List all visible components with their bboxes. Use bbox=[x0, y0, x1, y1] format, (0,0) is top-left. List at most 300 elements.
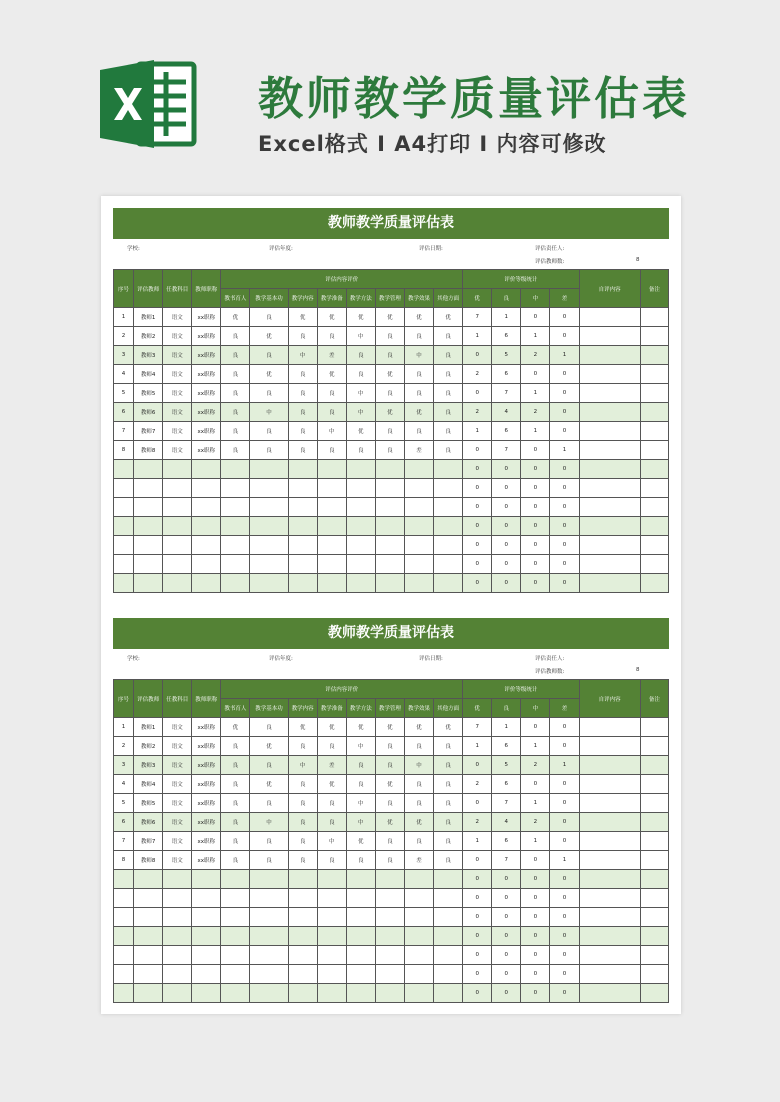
cell-rating: 良 bbox=[221, 737, 250, 756]
cell-rating: 优 bbox=[404, 403, 433, 422]
cell-empty bbox=[434, 927, 463, 946]
cell-rating: 优 bbox=[404, 718, 433, 737]
cell-stat: 0 bbox=[463, 555, 492, 574]
cell-rating: 中 bbox=[346, 327, 375, 346]
cell-teacher: 教师2 bbox=[134, 737, 163, 756]
col-content-4: 教学准备 bbox=[317, 699, 346, 718]
cell-self-eval bbox=[579, 441, 640, 460]
cell-rating: 良 bbox=[221, 441, 250, 460]
cell-empty bbox=[250, 965, 288, 984]
cell-stat: 0 bbox=[463, 574, 492, 593]
cell-empty bbox=[221, 498, 250, 517]
col-self-eval: 自评内容 bbox=[579, 270, 640, 308]
cell-empty bbox=[221, 965, 250, 984]
cell-empty bbox=[114, 965, 134, 984]
evaluation-sheet bbox=[113, 618, 669, 1003]
cell-stat: 0 bbox=[521, 365, 550, 384]
cell-empty bbox=[221, 870, 250, 889]
cell-self-eval bbox=[579, 422, 640, 441]
cell-rating: 良 bbox=[375, 832, 404, 851]
cell-rating: 差 bbox=[404, 851, 433, 870]
cell-stat: 7 bbox=[492, 794, 521, 813]
cell-empty bbox=[192, 965, 221, 984]
cell-teacher: 教师3 bbox=[134, 756, 163, 775]
cell-empty bbox=[404, 479, 433, 498]
cell-rating: 中 bbox=[288, 756, 317, 775]
cell-stat: 0 bbox=[492, 889, 521, 908]
cell-rating: 良 bbox=[434, 737, 463, 756]
table-row bbox=[114, 308, 669, 327]
cell-empty bbox=[317, 460, 346, 479]
cell-remark bbox=[640, 737, 668, 756]
cell-remark bbox=[640, 460, 668, 479]
col-remark: 备注 bbox=[640, 270, 668, 308]
cell-empty bbox=[134, 965, 163, 984]
cell-empty bbox=[114, 460, 134, 479]
cell-stat: 0 bbox=[521, 870, 550, 889]
cell-teacher: 教师5 bbox=[134, 794, 163, 813]
cell-rating: 优 bbox=[250, 327, 288, 346]
cell-stat: 0 bbox=[463, 498, 492, 517]
col-content-1: 教书育人 bbox=[221, 289, 250, 308]
cell-teacher: 教师6 bbox=[134, 403, 163, 422]
cell-empty bbox=[346, 870, 375, 889]
cell-stat: 0 bbox=[550, 479, 579, 498]
cell-remark bbox=[640, 517, 668, 536]
cell-title: xx职称 bbox=[192, 441, 221, 460]
cell-empty bbox=[163, 984, 192, 1003]
cell-rating: 优 bbox=[288, 718, 317, 737]
cell-remark bbox=[640, 365, 668, 384]
cell-remark bbox=[640, 927, 668, 946]
cell-empty bbox=[114, 536, 134, 555]
cell-rating: 良 bbox=[434, 794, 463, 813]
cell-rating: 良 bbox=[375, 756, 404, 775]
cell-empty bbox=[250, 536, 288, 555]
year-label: 评估年度: bbox=[269, 656, 293, 662]
col-title: 教师职称 bbox=[192, 270, 221, 308]
cell-stat: 0 bbox=[463, 889, 492, 908]
evaluation-sheet bbox=[113, 208, 669, 593]
cell-empty bbox=[163, 517, 192, 536]
cell-empty bbox=[288, 927, 317, 946]
cell-empty bbox=[221, 927, 250, 946]
cell-empty bbox=[114, 889, 134, 908]
header-row bbox=[114, 270, 669, 289]
cell-index: 7 bbox=[114, 832, 134, 851]
cell-empty bbox=[192, 574, 221, 593]
col-stat-3: 中 bbox=[521, 289, 550, 308]
cell-stat: 0 bbox=[492, 536, 521, 555]
cell-stat: 7 bbox=[492, 441, 521, 460]
cell-stat: 1 bbox=[492, 308, 521, 327]
cell-rating: 良 bbox=[221, 813, 250, 832]
table-row bbox=[114, 365, 669, 384]
col-stat-1: 优 bbox=[463, 289, 492, 308]
cell-stat: 1 bbox=[521, 737, 550, 756]
cell-rating: 中 bbox=[250, 813, 288, 832]
cell-stat: 0 bbox=[550, 536, 579, 555]
cell-stat: 0 bbox=[521, 908, 550, 927]
cell-stat: 0 bbox=[521, 441, 550, 460]
cell-empty bbox=[163, 908, 192, 927]
cell-rating: 优 bbox=[404, 813, 433, 832]
cell-index: 5 bbox=[114, 384, 134, 403]
cell-empty bbox=[346, 965, 375, 984]
cell-empty bbox=[134, 498, 163, 517]
cell-empty bbox=[134, 460, 163, 479]
cell-rating: 良 bbox=[288, 403, 317, 422]
cell-self-eval bbox=[579, 308, 640, 327]
cell-empty bbox=[317, 927, 346, 946]
cell-stat: 0 bbox=[521, 479, 550, 498]
table-row bbox=[114, 498, 669, 517]
cell-rating: 中 bbox=[317, 422, 346, 441]
cell-rating: 良 bbox=[317, 327, 346, 346]
cell-empty bbox=[434, 984, 463, 1003]
cell-stat: 5 bbox=[492, 756, 521, 775]
cell-rating: 良 bbox=[434, 422, 463, 441]
cell-stat: 0 bbox=[521, 775, 550, 794]
cell-empty bbox=[288, 946, 317, 965]
cell-empty bbox=[317, 498, 346, 517]
cell-title: xx职称 bbox=[192, 365, 221, 384]
cell-stat: 0 bbox=[463, 927, 492, 946]
cell-index: 4 bbox=[114, 365, 134, 384]
cell-index: 3 bbox=[114, 346, 134, 365]
cell-self-eval bbox=[579, 498, 640, 517]
cell-rating: 良 bbox=[250, 718, 288, 737]
cell-stat: 7 bbox=[492, 384, 521, 403]
cell-empty bbox=[163, 555, 192, 574]
cell-stat: 7 bbox=[463, 718, 492, 737]
cell-rating: 良 bbox=[434, 832, 463, 851]
cell-rating: 良 bbox=[250, 346, 288, 365]
cell-self-eval bbox=[579, 574, 640, 593]
cell-empty bbox=[375, 908, 404, 927]
cell-remark bbox=[640, 984, 668, 1003]
cell-empty bbox=[221, 460, 250, 479]
cell-self-eval bbox=[579, 927, 640, 946]
cell-rating: 良 bbox=[221, 327, 250, 346]
cell-self-eval bbox=[579, 870, 640, 889]
cell-stat: 0 bbox=[550, 813, 579, 832]
cell-teacher: 教师8 bbox=[134, 441, 163, 460]
cell-teacher: 教师5 bbox=[134, 384, 163, 403]
table-row bbox=[114, 737, 669, 756]
col-group-content: 评估内容评价 bbox=[221, 270, 463, 289]
cell-stat: 0 bbox=[521, 889, 550, 908]
cell-empty bbox=[317, 946, 346, 965]
cell-rating: 优 bbox=[288, 308, 317, 327]
cell-stat: 0 bbox=[463, 756, 492, 775]
cell-stat: 4 bbox=[492, 813, 521, 832]
col-index: 序号 bbox=[114, 680, 134, 718]
cell-stat: 1 bbox=[492, 718, 521, 737]
cell-empty bbox=[317, 965, 346, 984]
cell-empty bbox=[114, 984, 134, 1003]
cell-empty bbox=[163, 946, 192, 965]
evaluation-table bbox=[113, 269, 669, 593]
cell-rating: 良 bbox=[404, 737, 433, 756]
cell-empty bbox=[375, 555, 404, 574]
cell-index: 8 bbox=[114, 851, 134, 870]
cell-remark bbox=[640, 851, 668, 870]
cell-title: xx职称 bbox=[192, 403, 221, 422]
cell-empty bbox=[221, 946, 250, 965]
cell-stat: 7 bbox=[463, 308, 492, 327]
cell-empty bbox=[434, 574, 463, 593]
cell-empty bbox=[192, 498, 221, 517]
cell-empty bbox=[346, 498, 375, 517]
cell-stat: 0 bbox=[550, 889, 579, 908]
cell-rating: 差 bbox=[317, 346, 346, 365]
cell-empty bbox=[288, 498, 317, 517]
cell-stat: 0 bbox=[550, 832, 579, 851]
cell-index: 1 bbox=[114, 308, 134, 327]
date-label: 评估日期: bbox=[419, 656, 443, 662]
cell-index: 6 bbox=[114, 813, 134, 832]
cell-self-eval bbox=[579, 327, 640, 346]
cell-rating: 良 bbox=[317, 813, 346, 832]
table-row bbox=[114, 422, 669, 441]
cell-empty bbox=[114, 498, 134, 517]
cell-subject: 语文 bbox=[163, 422, 192, 441]
cell-empty bbox=[317, 517, 346, 536]
cell-rating: 良 bbox=[346, 365, 375, 384]
cell-remark bbox=[640, 308, 668, 327]
cell-self-eval bbox=[579, 908, 640, 927]
cell-rating: 优 bbox=[317, 775, 346, 794]
cell-remark bbox=[640, 889, 668, 908]
cell-empty bbox=[134, 927, 163, 946]
cell-empty bbox=[288, 984, 317, 1003]
cell-stat: 2 bbox=[521, 346, 550, 365]
cell-subject: 语文 bbox=[163, 832, 192, 851]
cell-empty bbox=[404, 555, 433, 574]
table-row bbox=[114, 517, 669, 536]
cell-rating: 良 bbox=[221, 794, 250, 813]
cell-self-eval bbox=[579, 536, 640, 555]
cell-stat: 6 bbox=[492, 327, 521, 346]
cell-remark bbox=[640, 574, 668, 593]
cell-remark bbox=[640, 756, 668, 775]
col-stat-3: 中 bbox=[521, 699, 550, 718]
cell-rating: 中 bbox=[346, 794, 375, 813]
page-subtitle: Excel格式 I A4打印 I 内容可修改 bbox=[258, 132, 607, 156]
cell-empty bbox=[346, 479, 375, 498]
cell-empty bbox=[346, 460, 375, 479]
cell-empty bbox=[404, 984, 433, 1003]
cell-stat: 1 bbox=[550, 346, 579, 365]
cell-self-eval bbox=[579, 775, 640, 794]
col-content-6: 教学管理 bbox=[375, 699, 404, 718]
cell-stat: 1 bbox=[521, 384, 550, 403]
cell-self-eval bbox=[579, 794, 640, 813]
cell-subject: 语文 bbox=[163, 775, 192, 794]
cell-self-eval bbox=[579, 365, 640, 384]
cell-empty bbox=[375, 479, 404, 498]
cell-rating: 良 bbox=[221, 384, 250, 403]
cell-empty bbox=[114, 946, 134, 965]
cell-empty bbox=[434, 536, 463, 555]
cell-rating: 良 bbox=[250, 832, 288, 851]
cell-stat: 0 bbox=[550, 574, 579, 593]
cell-empty bbox=[221, 574, 250, 593]
cell-stat: 0 bbox=[521, 718, 550, 737]
cell-empty bbox=[404, 908, 433, 927]
cell-rating: 良 bbox=[346, 346, 375, 365]
cell-rating: 良 bbox=[221, 775, 250, 794]
col-remark: 备注 bbox=[640, 680, 668, 718]
table-row bbox=[114, 965, 669, 984]
col-content-7: 教学效果 bbox=[404, 289, 433, 308]
cell-remark bbox=[640, 327, 668, 346]
cell-subject: 语文 bbox=[163, 441, 192, 460]
cell-rating: 良 bbox=[346, 775, 375, 794]
cell-stat: 0 bbox=[492, 965, 521, 984]
cell-rating: 良 bbox=[375, 422, 404, 441]
cell-empty bbox=[317, 479, 346, 498]
table-row bbox=[114, 718, 669, 737]
cell-rating: 优 bbox=[434, 718, 463, 737]
cell-title: xx职称 bbox=[192, 737, 221, 756]
cell-stat: 0 bbox=[463, 460, 492, 479]
cell-stat: 0 bbox=[550, 365, 579, 384]
cell-stat: 0 bbox=[463, 851, 492, 870]
table-row bbox=[114, 813, 669, 832]
cell-empty bbox=[192, 870, 221, 889]
cell-empty bbox=[250, 889, 288, 908]
cell-rating: 优 bbox=[375, 813, 404, 832]
cell-stat: 0 bbox=[492, 984, 521, 1003]
cell-stat: 2 bbox=[463, 813, 492, 832]
cell-rating: 优 bbox=[346, 422, 375, 441]
table-row bbox=[114, 870, 669, 889]
cell-remark bbox=[640, 908, 668, 927]
table-row bbox=[114, 794, 669, 813]
cell-stat: 0 bbox=[550, 870, 579, 889]
cell-empty bbox=[375, 984, 404, 1003]
cell-empty bbox=[375, 574, 404, 593]
cell-rating: 中 bbox=[404, 756, 433, 775]
cell-stat: 0 bbox=[521, 927, 550, 946]
cell-empty bbox=[346, 536, 375, 555]
table-row bbox=[114, 441, 669, 460]
cell-index: 6 bbox=[114, 403, 134, 422]
cell-rating: 良 bbox=[221, 422, 250, 441]
cell-rating: 良 bbox=[288, 794, 317, 813]
cell-empty bbox=[375, 460, 404, 479]
table-row bbox=[114, 775, 669, 794]
cell-rating: 良 bbox=[317, 794, 346, 813]
cell-stat: 2 bbox=[463, 403, 492, 422]
cell-stat: 0 bbox=[521, 308, 550, 327]
cell-stat: 0 bbox=[521, 498, 550, 517]
table-row bbox=[114, 889, 669, 908]
cell-teacher: 教师7 bbox=[134, 832, 163, 851]
paper-preview bbox=[101, 196, 681, 1014]
table-row bbox=[114, 984, 669, 1003]
cell-empty bbox=[375, 498, 404, 517]
cell-rating: 良 bbox=[434, 851, 463, 870]
cell-empty bbox=[114, 870, 134, 889]
cell-rating: 良 bbox=[250, 441, 288, 460]
cell-rating: 良 bbox=[375, 327, 404, 346]
cell-empty bbox=[434, 555, 463, 574]
cell-stat: 1 bbox=[550, 756, 579, 775]
cell-title: xx职称 bbox=[192, 851, 221, 870]
cell-subject: 语文 bbox=[163, 327, 192, 346]
cell-empty bbox=[114, 927, 134, 946]
cell-stat: 1 bbox=[463, 832, 492, 851]
cell-rating: 良 bbox=[404, 775, 433, 794]
cell-empty bbox=[134, 870, 163, 889]
cell-stat: 0 bbox=[550, 718, 579, 737]
cell-teacher: 教师4 bbox=[134, 775, 163, 794]
cell-empty bbox=[114, 517, 134, 536]
cell-rating: 良 bbox=[288, 851, 317, 870]
cell-rating: 优 bbox=[317, 718, 346, 737]
cell-rating: 良 bbox=[317, 851, 346, 870]
cell-stat: 0 bbox=[521, 574, 550, 593]
col-teacher: 评估教师 bbox=[134, 680, 163, 718]
cell-empty bbox=[434, 460, 463, 479]
cell-rating: 良 bbox=[434, 365, 463, 384]
cell-remark bbox=[640, 422, 668, 441]
cell-subject: 语文 bbox=[163, 813, 192, 832]
cell-empty bbox=[163, 479, 192, 498]
cell-rating: 良 bbox=[434, 441, 463, 460]
cell-stat: 0 bbox=[550, 403, 579, 422]
person-label: 评估责任人: bbox=[535, 656, 565, 662]
cell-empty bbox=[163, 460, 192, 479]
cell-rating: 良 bbox=[375, 441, 404, 460]
cell-empty bbox=[404, 870, 433, 889]
cell-empty bbox=[317, 908, 346, 927]
cell-stat: 5 bbox=[492, 346, 521, 365]
cell-stat: 0 bbox=[463, 479, 492, 498]
cell-teacher: 教师4 bbox=[134, 365, 163, 384]
cell-empty bbox=[192, 889, 221, 908]
cell-self-eval bbox=[579, 889, 640, 908]
table-row bbox=[114, 460, 669, 479]
cell-subject: 语文 bbox=[163, 851, 192, 870]
cell-empty bbox=[192, 517, 221, 536]
cell-empty bbox=[221, 889, 250, 908]
cell-empty bbox=[375, 517, 404, 536]
cell-empty bbox=[346, 574, 375, 593]
cell-empty bbox=[192, 536, 221, 555]
cell-empty bbox=[404, 460, 433, 479]
cell-teacher: 教师1 bbox=[134, 718, 163, 737]
cell-subject: 语文 bbox=[163, 346, 192, 365]
cell-rating: 良 bbox=[250, 851, 288, 870]
cell-remark bbox=[640, 965, 668, 984]
cell-stat: 0 bbox=[521, 965, 550, 984]
cell-stat: 0 bbox=[521, 460, 550, 479]
cell-self-eval bbox=[579, 718, 640, 737]
table-row bbox=[114, 479, 669, 498]
cell-rating: 优 bbox=[346, 308, 375, 327]
cell-empty bbox=[221, 517, 250, 536]
cell-stat: 0 bbox=[550, 737, 579, 756]
table-row bbox=[114, 927, 669, 946]
cell-title: xx职称 bbox=[192, 794, 221, 813]
cell-empty bbox=[250, 479, 288, 498]
cell-rating: 良 bbox=[221, 832, 250, 851]
cell-remark bbox=[640, 384, 668, 403]
